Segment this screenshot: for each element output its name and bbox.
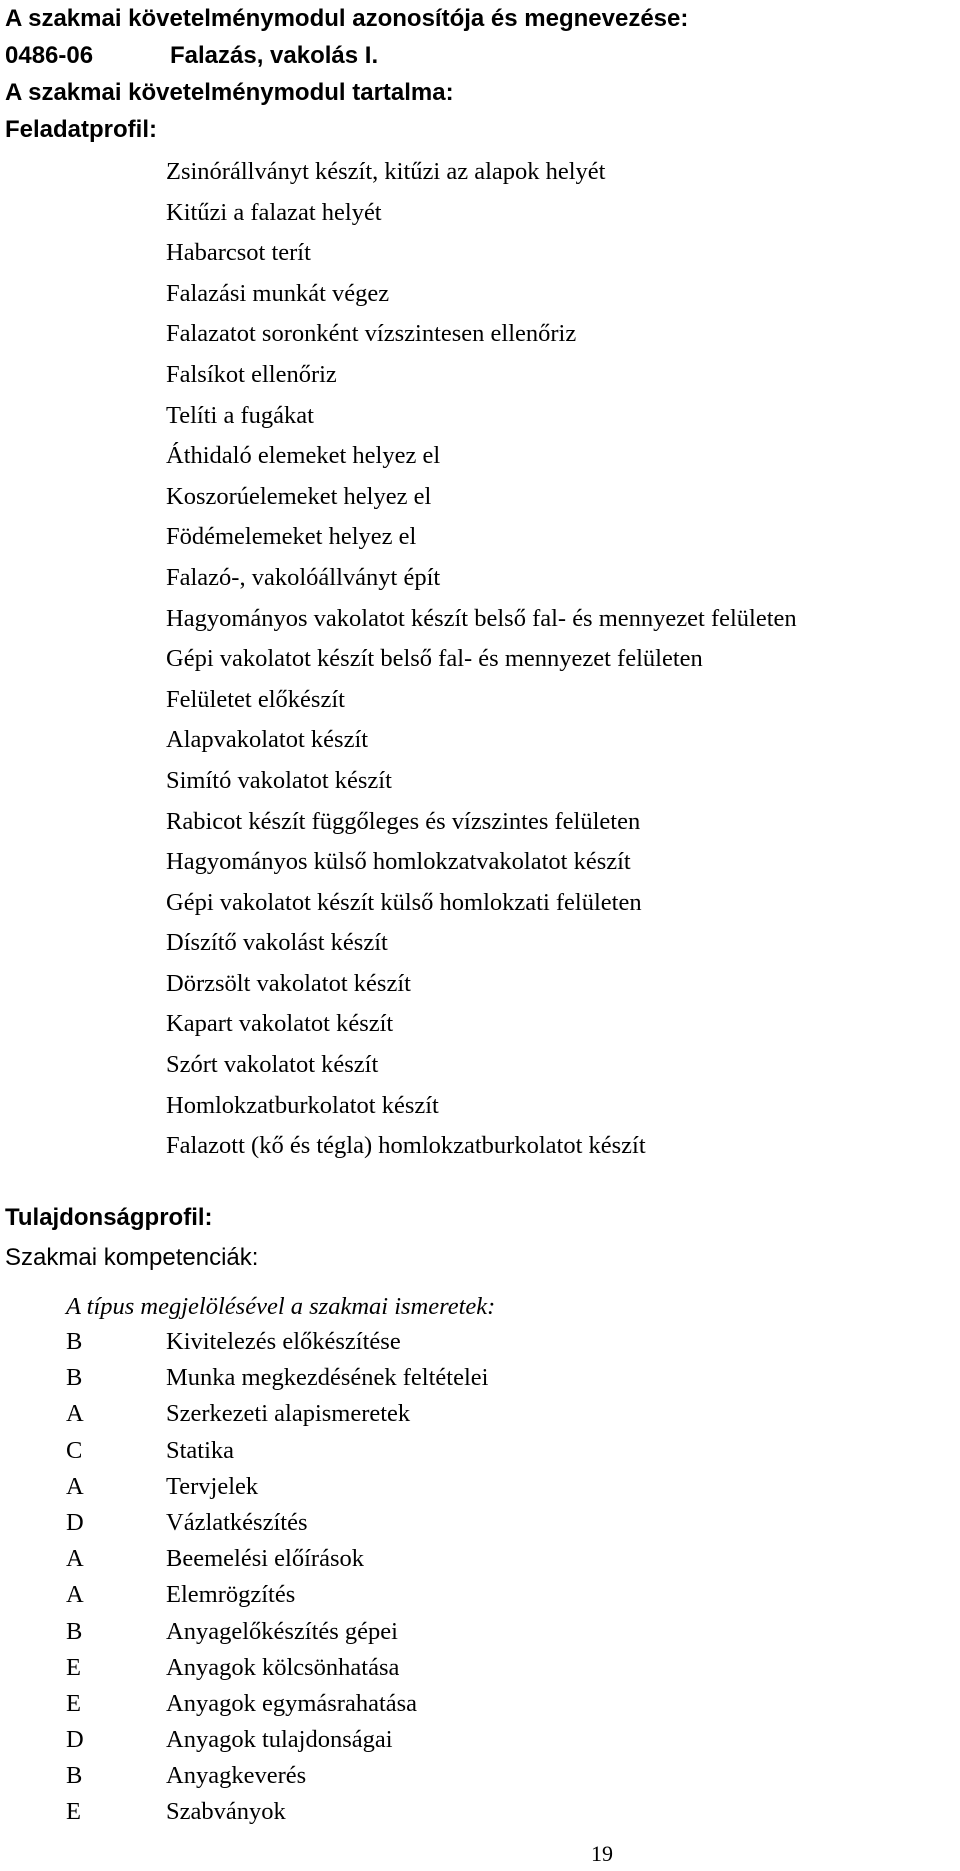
module-code-line [5, 37, 688, 74]
knowledge-grade: E [66, 1798, 81, 1826]
module-title: A szakmai követelménymodul azonosítója és megnevezése: [5, 5, 689, 32]
task-item: Felületet előkészít [166, 685, 345, 713]
knowledge-grade: A [66, 1545, 84, 1573]
task-item: Kapart vakolatot készít [166, 1010, 394, 1038]
task-item: Koszorúelemeket helyez el [166, 482, 432, 510]
knowledge-item [66, 1324, 488, 1360]
knowledge-name: Elemrögzítés [166, 1581, 296, 1609]
task-item: Díszítő vakolást készít [166, 929, 388, 957]
task-item: Falazó-, vakolóállványt épít [166, 563, 441, 591]
task-item: Áthidaló elemeket helyez el [166, 442, 441, 470]
knowledge-grade: C [66, 1436, 83, 1464]
module-name: Falazás, vakolás I. [170, 42, 379, 69]
page-number: 19 [591, 1841, 613, 1866]
knowledge-grade: E [66, 1653, 81, 1681]
knowledge-name: Szabványok [166, 1798, 286, 1826]
task-item: Homlokzatburkolatot készít [166, 1091, 439, 1119]
knowledge-item [66, 1577, 488, 1613]
knowledge-grade: E [66, 1689, 81, 1717]
knowledge-name: Anyagelőkészítés gépei [166, 1617, 398, 1645]
knowledge-grade: D [66, 1726, 84, 1754]
knowledge-grade: D [66, 1508, 84, 1536]
knowledge-grade: B [66, 1617, 83, 1645]
property-profile-title: Tulajdonságprofil: [5, 1204, 213, 1231]
task-item: Falazási munkát végez [166, 279, 390, 307]
knowledge-item [66, 1686, 488, 1722]
task-item: Gépi vakolatot készít belső fal- és mennyezet felületen [166, 645, 703, 673]
knowledge-grade: A [66, 1400, 84, 1428]
task-item: Alapvakolatot készít [166, 726, 369, 754]
task-item: Falsíkot ellenőriz [166, 360, 337, 388]
knowledge-name: Munka megkezdésének feltételei [166, 1364, 489, 1392]
knowledge-name: Tervjelek [166, 1472, 259, 1500]
knowledge-name: Statika [166, 1436, 235, 1464]
task-item: Szórt vakolatot készít [166, 1051, 379, 1079]
knowledge-name: Anyagok kölcsönhatása [166, 1653, 400, 1681]
knowledge-name: Beemelési előírások [166, 1545, 364, 1573]
task-item: Zsinórállványt készít, kitűzi az alapok helyét [166, 158, 606, 185]
knowledge-name: Anyagkeverés [166, 1762, 307, 1790]
knowledge-item [66, 1541, 488, 1577]
knowledge-grade: B [66, 1328, 83, 1355]
task-item: Habarcsot terít [166, 239, 311, 267]
task-item: Hagyományos külső homlokzatvakolatot készít [166, 848, 631, 876]
knowledge-name: Kivitelezés előkészítése [166, 1328, 401, 1355]
knowledge-name: Anyagok tulajdonságai [166, 1726, 393, 1754]
knowledge-item [66, 1794, 488, 1830]
knowledge-name: Vázlatkészítés [166, 1508, 308, 1536]
knowledge-item [66, 1758, 488, 1794]
knowledge-item [66, 1396, 488, 1432]
task-item: Kitűzi a falazat helyét [166, 198, 382, 226]
task-item: Rabicot készít függőleges és vízszintes felületen [166, 807, 641, 835]
knowledge-item [66, 1433, 488, 1469]
task-profile-title: Feladatprofil: [5, 116, 158, 143]
task-item: Simító vakolatot készít [166, 766, 392, 794]
task-item: Födémelemeket helyez el [166, 523, 417, 551]
task-item: Falazott (kő és tégla) homlokzatburkolatot készít [166, 1132, 646, 1160]
task-item: Dörzsölt vakolatot készít [166, 969, 411, 997]
knowledge-grade: B [66, 1364, 83, 1392]
knowledge-item [66, 1650, 488, 1686]
task-item: Telíti a fugákat [166, 401, 314, 429]
knowledge-item [66, 1360, 488, 1396]
knowledge-item [66, 1614, 488, 1650]
module-code: 0486-06 [5, 42, 94, 69]
knowledge-name: Anyagok egymásrahatása [166, 1689, 418, 1717]
knowledge-grade: A [66, 1581, 84, 1609]
knowledge-item [66, 1505, 488, 1541]
task-item: Gépi vakolatot készít külső homlokzati felületen [166, 888, 642, 916]
competences-title: Szakmai kompetenciák: [5, 1244, 259, 1271]
task-item: Falazatot soronként vízszintesen ellenőriz [166, 320, 577, 348]
module-header [5, 0, 688, 148]
knowledge-item [66, 1469, 488, 1505]
knowledge-title: A típus megjelölésével a szakmai ismeretek: [66, 1293, 496, 1320]
knowledge-item [66, 1722, 488, 1758]
knowledge-grade: B [66, 1762, 83, 1790]
knowledge-list [66, 1324, 488, 1831]
task-item: Hagyományos vakolatot készít belső fal- és mennyezet felületen [166, 604, 797, 632]
knowledge-grade: A [66, 1472, 84, 1500]
module-content-title: A szakmai követelménymodul tartalma: [5, 79, 454, 106]
task-list [166, 152, 797, 1167]
knowledge-name: Szerkezeti alapismeretek [166, 1400, 411, 1428]
